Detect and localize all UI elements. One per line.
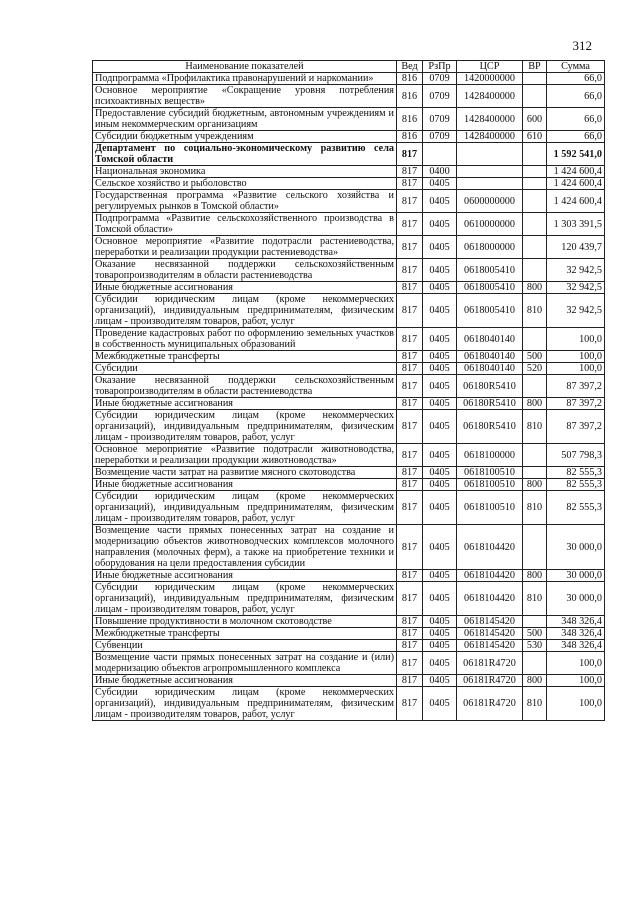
row-csr-cell: 1428400000 bbox=[457, 85, 523, 108]
table-row bbox=[93, 375, 605, 398]
row-rzpr-cell: 0405 bbox=[423, 652, 457, 675]
row-rzpr-cell: 0405 bbox=[423, 213, 457, 236]
row-sum-cell: 66,0 bbox=[547, 73, 605, 85]
table-row bbox=[93, 640, 605, 652]
row-rzpr-cell: 0405 bbox=[423, 675, 457, 687]
row-ved-cell: 817 bbox=[397, 190, 423, 213]
budget-table bbox=[92, 60, 605, 721]
table-row bbox=[93, 351, 605, 363]
row-name-cell: Оказание несвязанной поддержки сельскохозяйственным товаропроизводителям в области растениеводства bbox=[93, 259, 397, 282]
row-ved-cell: 817 bbox=[397, 616, 423, 628]
row-csr-cell: 06180R5410 bbox=[457, 375, 523, 398]
row-ved-cell: 817 bbox=[397, 687, 423, 721]
row-rzpr-cell: 0405 bbox=[423, 628, 457, 640]
table-header-row bbox=[93, 61, 605, 73]
row-csr-cell: 0618040140 bbox=[457, 351, 523, 363]
row-name-cell: Возмещение части прямых понесенных затрат на создание и (или) модернизацию объектов агропромышленного комплекса bbox=[93, 652, 397, 675]
row-sum-cell: 348 326,4 bbox=[547, 616, 605, 628]
row-csr-cell: 0618000000 bbox=[457, 236, 523, 259]
row-vr-cell: 810 bbox=[523, 582, 547, 616]
row-rzpr-cell: 0405 bbox=[423, 178, 457, 190]
header-name: Наименование показателей bbox=[93, 61, 397, 73]
row-vr-cell: 610 bbox=[523, 131, 547, 143]
row-csr-cell: 0610000000 bbox=[457, 213, 523, 236]
header-csr: ЦСР bbox=[457, 61, 523, 73]
row-name-cell: Предоставление субсидий бюджетным, автономным учреждениям и иным некоммерческим организациям bbox=[93, 108, 397, 131]
table-row bbox=[93, 282, 605, 294]
row-ved-cell: 817 bbox=[397, 444, 423, 467]
row-sum-cell: 66,0 bbox=[547, 108, 605, 131]
row-vr-cell bbox=[523, 328, 547, 351]
table-row bbox=[93, 444, 605, 467]
row-vr-cell bbox=[523, 178, 547, 190]
header-vr: ВР bbox=[523, 61, 547, 73]
row-csr-cell: 0600000000 bbox=[457, 190, 523, 213]
row-vr-cell bbox=[523, 213, 547, 236]
row-rzpr-cell: 0709 bbox=[423, 108, 457, 131]
row-name-cell: Субвенции bbox=[93, 640, 397, 652]
row-rzpr-cell: 0405 bbox=[423, 190, 457, 213]
row-sum-cell: 507 798,3 bbox=[547, 444, 605, 467]
row-sum-cell: 30 000,0 bbox=[547, 570, 605, 582]
row-rzpr-cell: 0709 bbox=[423, 131, 457, 143]
table-row bbox=[93, 525, 605, 570]
row-sum-cell: 32 942,5 bbox=[547, 294, 605, 328]
row-vr-cell: 800 bbox=[523, 570, 547, 582]
row-rzpr-cell: 0405 bbox=[423, 375, 457, 398]
row-vr-cell bbox=[523, 525, 547, 570]
row-ved-cell: 816 bbox=[397, 85, 423, 108]
row-csr-cell: 0618040140 bbox=[457, 363, 523, 375]
row-csr-cell: 06181R4720 bbox=[457, 675, 523, 687]
row-name-cell: Субсидии юридическим лицам (кроме некоммерческих организаций), индивидуальным предпринимателям, физическим лицам - производителям товаров, работ, услуг bbox=[93, 491, 397, 525]
row-sum-cell: 100,0 bbox=[547, 351, 605, 363]
row-vr-cell bbox=[523, 375, 547, 398]
row-vr-cell: 800 bbox=[523, 479, 547, 491]
row-rzpr-cell: 0405 bbox=[423, 282, 457, 294]
row-ved-cell: 816 bbox=[397, 131, 423, 143]
row-rzpr-cell: 0405 bbox=[423, 640, 457, 652]
row-name-cell: Субсидии юридическим лицам (кроме некоммерческих организаций), индивидуальным предпринимателям, физическим лицам - производителям товаров, работ, услуг bbox=[93, 410, 397, 444]
row-name-cell: Иные бюджетные ассигнования bbox=[93, 398, 397, 410]
table-body bbox=[93, 73, 605, 721]
row-name-cell: Иные бюджетные ассигнования bbox=[93, 282, 397, 294]
row-csr-cell: 0618104420 bbox=[457, 525, 523, 570]
row-name-cell: Проведение кадастровых работ по оформлению земельных участков в собственность муниципальных образований bbox=[93, 328, 397, 351]
row-vr-cell: 810 bbox=[523, 294, 547, 328]
row-rzpr-cell: 0400 bbox=[423, 166, 457, 178]
row-csr-cell: 0618005410 bbox=[457, 294, 523, 328]
row-rzpr-cell: 0405 bbox=[423, 259, 457, 282]
row-ved-cell: 817 bbox=[397, 294, 423, 328]
row-name-cell: Межбюджетные трансферты bbox=[93, 628, 397, 640]
row-vr-cell: 800 bbox=[523, 398, 547, 410]
row-csr-cell: 1420000000 bbox=[457, 73, 523, 85]
row-sum-cell: 1 424 600,4 bbox=[547, 190, 605, 213]
row-ved-cell: 817 bbox=[397, 479, 423, 491]
row-csr-cell: 0618100510 bbox=[457, 467, 523, 479]
row-csr-cell bbox=[457, 143, 523, 166]
row-vr-cell: 810 bbox=[523, 410, 547, 444]
row-csr-cell: 0618104420 bbox=[457, 582, 523, 616]
header-sum: Сумма bbox=[547, 61, 605, 73]
row-vr-cell: 800 bbox=[523, 675, 547, 687]
row-ved-cell: 816 bbox=[397, 73, 423, 85]
row-rzpr-cell: 0405 bbox=[423, 351, 457, 363]
row-rzpr-cell: 0405 bbox=[423, 467, 457, 479]
row-sum-cell: 100,0 bbox=[547, 687, 605, 721]
row-csr-cell bbox=[457, 178, 523, 190]
row-rzpr-cell: 0405 bbox=[423, 363, 457, 375]
table-row bbox=[93, 166, 605, 178]
row-csr-cell: 0618145420 bbox=[457, 616, 523, 628]
row-name-cell: Государственная программа «Развитие сельского хозяйства и регулируемых рынков в Томской области» bbox=[93, 190, 397, 213]
row-vr-cell bbox=[523, 259, 547, 282]
row-csr-cell: 1428400000 bbox=[457, 131, 523, 143]
table-row bbox=[93, 190, 605, 213]
row-csr-cell: 0618040140 bbox=[457, 328, 523, 351]
row-sum-cell: 32 942,5 bbox=[547, 282, 605, 294]
row-name-cell: Субсидии бюджетным учреждениям bbox=[93, 131, 397, 143]
row-sum-cell: 1 424 600,4 bbox=[547, 178, 605, 190]
row-rzpr-cell: 0405 bbox=[423, 398, 457, 410]
row-name-cell: Субсидии юридическим лицам (кроме некоммерческих организаций), индивидуальным предпринимателям, физическим лицам - производителям товаров, работ, услуг bbox=[93, 687, 397, 721]
row-name-cell: Сельское хозяйство и рыболовство bbox=[93, 178, 397, 190]
row-sum-cell: 1 424 600,4 bbox=[547, 166, 605, 178]
row-rzpr-cell: 0405 bbox=[423, 616, 457, 628]
row-vr-cell: 810 bbox=[523, 687, 547, 721]
row-vr-cell: 600 bbox=[523, 108, 547, 131]
row-ved-cell: 817 bbox=[397, 363, 423, 375]
row-sum-cell: 82 555,3 bbox=[547, 467, 605, 479]
row-sum-cell: 120 439,7 bbox=[547, 236, 605, 259]
row-sum-cell: 1 303 391,5 bbox=[547, 213, 605, 236]
row-sum-cell: 87 397,2 bbox=[547, 375, 605, 398]
row-sum-cell: 82 555,3 bbox=[547, 479, 605, 491]
table-row bbox=[93, 328, 605, 351]
table-row bbox=[93, 213, 605, 236]
row-csr-cell bbox=[457, 166, 523, 178]
row-sum-cell: 100,0 bbox=[547, 363, 605, 375]
row-vr-cell bbox=[523, 616, 547, 628]
row-csr-cell: 0618100510 bbox=[457, 491, 523, 525]
row-csr-cell: 1428400000 bbox=[457, 108, 523, 131]
row-sum-cell: 100,0 bbox=[547, 328, 605, 351]
row-csr-cell: 06181R4720 bbox=[457, 687, 523, 721]
table-row bbox=[93, 294, 605, 328]
row-vr-cell: 810 bbox=[523, 491, 547, 525]
row-vr-cell bbox=[523, 652, 547, 675]
row-name-cell: Возмещение части прямых понесенных затрат на создание и модернизацию объектов животноводческих комплексов молочного направления (молочных ферм), а также на приобретение техники и оборудования на цели предоставления субсидии bbox=[93, 525, 397, 570]
table-row bbox=[93, 131, 605, 143]
row-ved-cell: 817 bbox=[397, 213, 423, 236]
row-vr-cell bbox=[523, 190, 547, 213]
row-csr-cell: 0618100000 bbox=[457, 444, 523, 467]
row-vr-cell bbox=[523, 236, 547, 259]
row-name-cell: Иные бюджетные ассигнования bbox=[93, 570, 397, 582]
row-name-cell: Департамент по социально-экономическому развитию села Томской области bbox=[93, 143, 397, 166]
row-rzpr-cell bbox=[423, 143, 457, 166]
row-ved-cell: 817 bbox=[397, 652, 423, 675]
row-rzpr-cell: 0405 bbox=[423, 236, 457, 259]
row-vr-cell: 530 bbox=[523, 640, 547, 652]
row-name-cell: Возмещение части затрат на развитие мясного скотоводства bbox=[93, 467, 397, 479]
row-vr-cell: 520 bbox=[523, 363, 547, 375]
table-row bbox=[93, 628, 605, 640]
row-csr-cell: 0618145420 bbox=[457, 640, 523, 652]
row-ved-cell: 817 bbox=[397, 143, 423, 166]
table-row bbox=[93, 178, 605, 190]
table-row bbox=[93, 85, 605, 108]
row-csr-cell: 0618005410 bbox=[457, 282, 523, 294]
row-sum-cell: 100,0 bbox=[547, 675, 605, 687]
table-row bbox=[93, 616, 605, 628]
row-ved-cell: 817 bbox=[397, 166, 423, 178]
row-sum-cell: 30 000,0 bbox=[547, 582, 605, 616]
row-vr-cell bbox=[523, 143, 547, 166]
row-csr-cell: 06181R4720 bbox=[457, 652, 523, 675]
row-ved-cell: 817 bbox=[397, 410, 423, 444]
row-vr-cell: 800 bbox=[523, 282, 547, 294]
table-row bbox=[93, 467, 605, 479]
table-row bbox=[93, 410, 605, 444]
table-row bbox=[93, 491, 605, 525]
row-name-cell: Подпрограмма «Профилактика правонарушений и наркомании» bbox=[93, 73, 397, 85]
row-ved-cell: 817 bbox=[397, 351, 423, 363]
row-rzpr-cell: 0405 bbox=[423, 570, 457, 582]
table-row bbox=[93, 687, 605, 721]
row-name-cell: Иные бюджетные ассигнования bbox=[93, 479, 397, 491]
row-sum-cell: 66,0 bbox=[547, 131, 605, 143]
row-ved-cell: 817 bbox=[397, 236, 423, 259]
row-name-cell: Основное мероприятие «Сокращение уровня потребления психоактивных веществ» bbox=[93, 85, 397, 108]
row-csr-cell: 0618104420 bbox=[457, 570, 523, 582]
table-row bbox=[93, 259, 605, 282]
row-name-cell: Основное мероприятие «Развитие подотрасли животноводства, переработки и реализации продукции животноводства» bbox=[93, 444, 397, 467]
row-ved-cell: 817 bbox=[397, 525, 423, 570]
row-sum-cell: 82 555,3 bbox=[547, 491, 605, 525]
row-name-cell: Повышение продуктивности в молочном скотоводстве bbox=[93, 616, 397, 628]
row-sum-cell: 348 326,4 bbox=[547, 640, 605, 652]
row-name-cell: Национальная экономика bbox=[93, 166, 397, 178]
row-csr-cell: 0618100510 bbox=[457, 479, 523, 491]
row-name-cell: Иные бюджетные ассигнования bbox=[93, 675, 397, 687]
row-rzpr-cell: 0709 bbox=[423, 85, 457, 108]
row-sum-cell: 100,0 bbox=[547, 652, 605, 675]
row-ved-cell: 817 bbox=[397, 570, 423, 582]
row-rzpr-cell: 0405 bbox=[423, 294, 457, 328]
table-row bbox=[93, 675, 605, 687]
table-row bbox=[93, 236, 605, 259]
row-ved-cell: 817 bbox=[397, 178, 423, 190]
row-ved-cell: 817 bbox=[397, 259, 423, 282]
row-rzpr-cell: 0405 bbox=[423, 410, 457, 444]
row-rzpr-cell: 0405 bbox=[423, 582, 457, 616]
row-vr-cell bbox=[523, 73, 547, 85]
row-rzpr-cell: 0405 bbox=[423, 491, 457, 525]
row-rzpr-cell: 0405 bbox=[423, 479, 457, 491]
row-csr-cell: 0618005410 bbox=[457, 259, 523, 282]
row-ved-cell: 817 bbox=[397, 675, 423, 687]
table-row bbox=[93, 570, 605, 582]
row-sum-cell: 30 000,0 bbox=[547, 525, 605, 570]
table-row bbox=[93, 652, 605, 675]
header-ved: Вед bbox=[397, 61, 423, 73]
row-sum-cell: 87 397,2 bbox=[547, 398, 605, 410]
row-vr-cell bbox=[523, 467, 547, 479]
row-sum-cell: 87 397,2 bbox=[547, 410, 605, 444]
row-ved-cell: 817 bbox=[397, 491, 423, 525]
table-row bbox=[93, 398, 605, 410]
row-vr-cell bbox=[523, 444, 547, 467]
row-sum-cell: 66,0 bbox=[547, 85, 605, 108]
row-csr-cell: 0618145420 bbox=[457, 628, 523, 640]
row-ved-cell: 817 bbox=[397, 282, 423, 294]
row-sum-cell: 348 326,4 bbox=[547, 628, 605, 640]
row-ved-cell: 817 bbox=[397, 628, 423, 640]
header-rzpr: РзПр bbox=[423, 61, 457, 73]
table-row bbox=[93, 479, 605, 491]
row-name-cell: Субсидии юридическим лицам (кроме некоммерческих организаций), индивидуальным предпринимателям, физическим лицам - производителям товаров, работ, услуг bbox=[93, 294, 397, 328]
table-row bbox=[93, 363, 605, 375]
row-sum-cell: 32 942,5 bbox=[547, 259, 605, 282]
row-rzpr-cell: 0405 bbox=[423, 444, 457, 467]
row-ved-cell: 817 bbox=[397, 398, 423, 410]
row-rzpr-cell: 0709 bbox=[423, 73, 457, 85]
table-row bbox=[93, 108, 605, 131]
row-csr-cell: 06180R5410 bbox=[457, 398, 523, 410]
row-ved-cell: 816 bbox=[397, 108, 423, 131]
row-rzpr-cell: 0405 bbox=[423, 328, 457, 351]
row-csr-cell: 06180R5410 bbox=[457, 410, 523, 444]
table-row bbox=[93, 143, 605, 166]
row-ved-cell: 817 bbox=[397, 467, 423, 479]
table-row bbox=[93, 582, 605, 616]
row-ved-cell: 817 bbox=[397, 328, 423, 351]
row-ved-cell: 817 bbox=[397, 640, 423, 652]
row-rzpr-cell: 0405 bbox=[423, 525, 457, 570]
page-number: 312 bbox=[572, 38, 592, 53]
row-ved-cell: 817 bbox=[397, 582, 423, 616]
row-name-cell: Субсидии юридическим лицам (кроме некоммерческих организаций), индивидуальным предпринимателям, физическим лицам - производителям товаров, работ, услуг bbox=[93, 582, 397, 616]
row-name-cell: Подпрограмма «Развитие сельскохозяйственного производства в Томской области» bbox=[93, 213, 397, 236]
row-sum-cell: 1 592 541,0 bbox=[547, 143, 605, 166]
table-row bbox=[93, 73, 605, 85]
row-ved-cell: 817 bbox=[397, 375, 423, 398]
row-vr-cell: 500 bbox=[523, 351, 547, 363]
row-name-cell: Оказание несвязанной поддержки сельскохозяйственным товаропроизводителям в области растениеводства bbox=[93, 375, 397, 398]
row-vr-cell bbox=[523, 85, 547, 108]
row-rzpr-cell: 0405 bbox=[423, 687, 457, 721]
row-vr-cell bbox=[523, 166, 547, 178]
row-name-cell: Субсидии bbox=[93, 363, 397, 375]
row-name-cell: Межбюджетные трансферты bbox=[93, 351, 397, 363]
row-vr-cell: 500 bbox=[523, 628, 547, 640]
row-name-cell: Основное мероприятие «Развитие подотрасли растениеводства, переработки и реализации продукции растениеводства» bbox=[93, 236, 397, 259]
